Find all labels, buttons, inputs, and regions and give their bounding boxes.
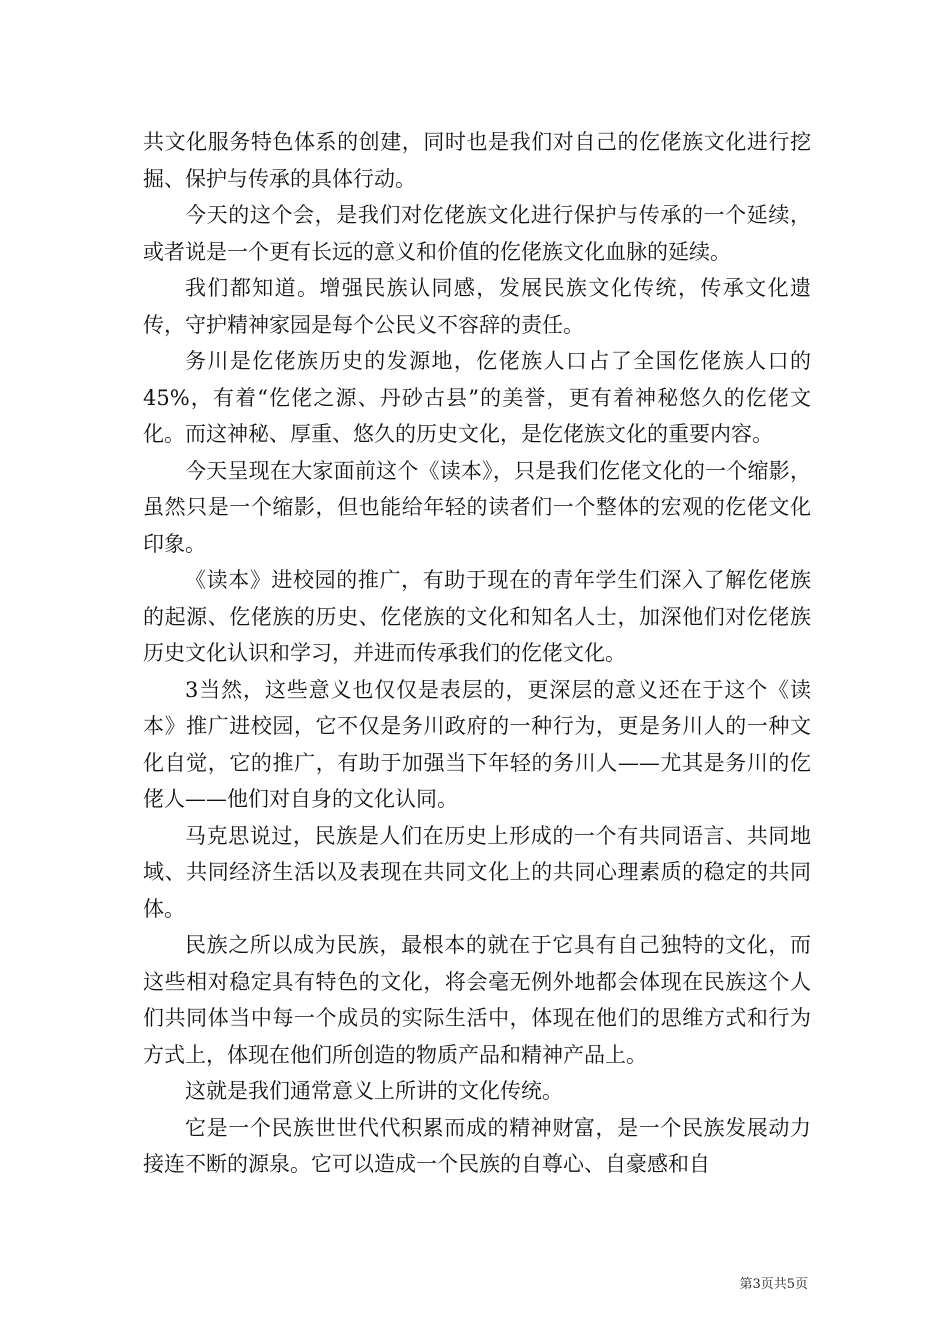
document-body: [143, 124, 811, 1183]
paragraph: 民族之所以成为民族，最根本的就在于它具有自己独特的文化，而这些相对稳定具有特色的文化，将会毫无例外地都会体现在民族这个人们共同体当中每一个成员的实际生活中，体现在他们的思维方式和行为方式上，体现在他们所创造的物质产品和精神产品上。: [143, 933, 811, 1067]
page-number-footer: 第3页共5页: [739, 1277, 808, 1292]
paragraph: 《读本》进校园的推广，有助于现在的青年学生们深入了解仡佬族的起源、仡佬族的历史、仡佬族的文化和知名人士，加深他们对仡佬族历史文化认识和学习，并进而传承我们的仡佬文化。: [143, 568, 811, 665]
paragraph: 今天的这个会，是我们对仡佬族文化进行保护与传承的一个延续，或者说是一个更有长远的意义和价值的仡佬族文化血脉的延续。: [143, 203, 811, 264]
paragraph: 务川是仡佬族历史的发源地，仡佬族人口占了全国仡佬族人口的45%，有着“仡佬之源、丹砂古县”的美誉，更有着神秘悠久的仡佬文化。而这神秘、厚重、悠久的历史文化，是仡佬族文化的重要内容。: [143, 349, 811, 446]
paragraph: 马克思说过，民族是人们在历史上形成的一个有共同语言、共同地域、共同经济生活以及表现在共同文化上的共同心理素质的稳定的共同体。: [143, 823, 811, 921]
paragraph: 我们都知道。增强民族认同感，发展民族文化传统，传承文化遗传，守护精神家园是每个公民义不容辞的责任。: [143, 276, 811, 337]
paragraph: 它是一个民族世世代代积累而成的精神财富，是一个民族发展动力接连不断的源泉。它可以造成一个民族的自尊心、自豪感和自: [143, 1115, 811, 1176]
paragraph: 3当然，这些意义也仅仅是表层的，更深层的意义还在于这个《读本》推广进校园，它不仅是务川政府的一种行为，更是务川人的一种文化自觉，它的推广，有助于加强当下年轻的务川人——尤其是务川的仡佬人——他们对自身的文化认同。: [143, 677, 811, 811]
paragraph: 这就是我们通常意义上所讲的文化传统。: [185, 1079, 563, 1103]
paragraph: 今天呈现在大家面前这个《读本》，只是我们仡佬文化的一个缩影，虽然只是一个缩影，但也能给年轻的读者们一个整体的宏观的仡佬文化印象。: [143, 458, 811, 556]
paragraph: 共文化服务特色体系的创建，同时也是我们对自己的仡佬族文化进行挖掘、保护与传承的具体行动。: [143, 130, 811, 191]
